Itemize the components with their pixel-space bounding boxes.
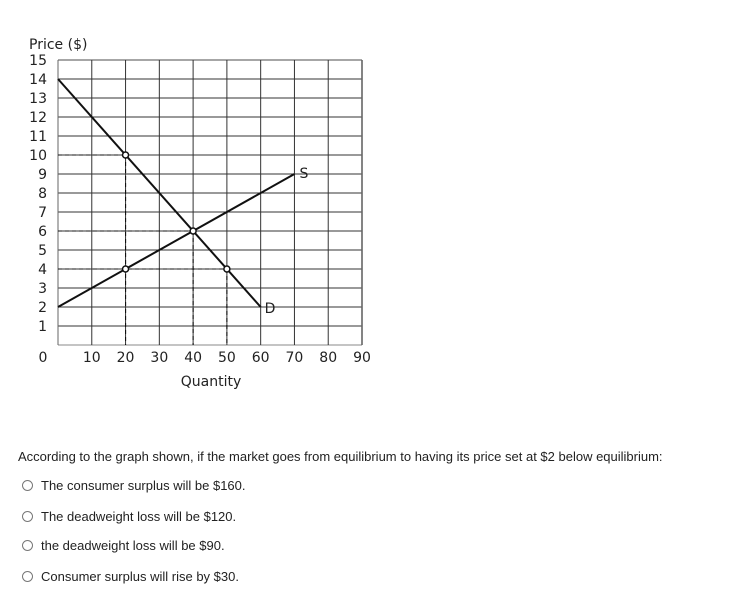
y-tick-label: 11 [29,129,47,145]
x-tick-label: 70 [285,350,304,366]
curve-label-d: D [264,301,276,317]
y-tick-label: 4 [38,262,47,278]
radio-button[interactable] [22,511,33,522]
x-tick-label: 80 [319,350,338,366]
y-tick-label: 7 [38,205,47,221]
data-point-marker [123,152,129,158]
radio-button[interactable] [22,540,33,551]
data-point-marker [190,228,196,234]
x-tick-label: 50 [217,350,236,366]
answer-option[interactable] [22,538,225,553]
x-tick-label: 20 [116,350,135,366]
x-tick-label: 90 [353,350,371,366]
data-point-marker [224,266,230,272]
x-tick-label: 60 [251,350,270,366]
radio-button[interactable] [22,571,33,582]
y-tick-label: 10 [29,148,47,164]
origin-label: 0 [38,350,48,366]
y-tick-label: 1 [38,319,47,335]
answer-option[interactable] [22,509,236,524]
x-tick-label: 10 [82,350,101,366]
y-tick-label: 13 [29,91,47,107]
radio-button[interactable] [22,480,33,491]
question-text: According to the graph shown, if the market goes from equilibrium to having its price set at $2 below equilibrium: [18,449,663,464]
y-tick-label: 6 [38,224,47,240]
y-tick-label: 15 [29,53,47,69]
y-tick-label: 3 [38,281,47,297]
y-tick-label: 9 [38,167,47,183]
answer-option[interactable] [22,569,239,584]
x-axis-ticks [83,350,371,366]
y-tick-label: 2 [38,300,47,316]
x-tick-label: 30 [150,350,169,366]
answer-option[interactable] [22,478,246,493]
option-label: The deadweight loss will be $120. [41,509,237,524]
y-tick-label: 5 [38,243,47,259]
option-label: Consumer surplus will rise by $30. [41,569,239,584]
y-tick-label: 14 [29,72,47,88]
curve-label-s: S [299,166,309,182]
supply-demand-chart [0,0,400,400]
y-axis-label: Price ($) [29,37,88,53]
option-label: the deadweight loss will be $90. [41,538,225,553]
y-tick-label: 12 [29,110,47,126]
x-tick-label: 40 [184,350,203,366]
option-label: The consumer surplus will be $160. [41,478,246,493]
data-point-marker [123,266,129,272]
x-axis-label: Quantity [180,374,242,390]
curves [58,79,308,317]
y-axis-ticks [29,53,47,335]
chart-grid [58,60,362,345]
y-tick-label: 8 [38,186,47,202]
